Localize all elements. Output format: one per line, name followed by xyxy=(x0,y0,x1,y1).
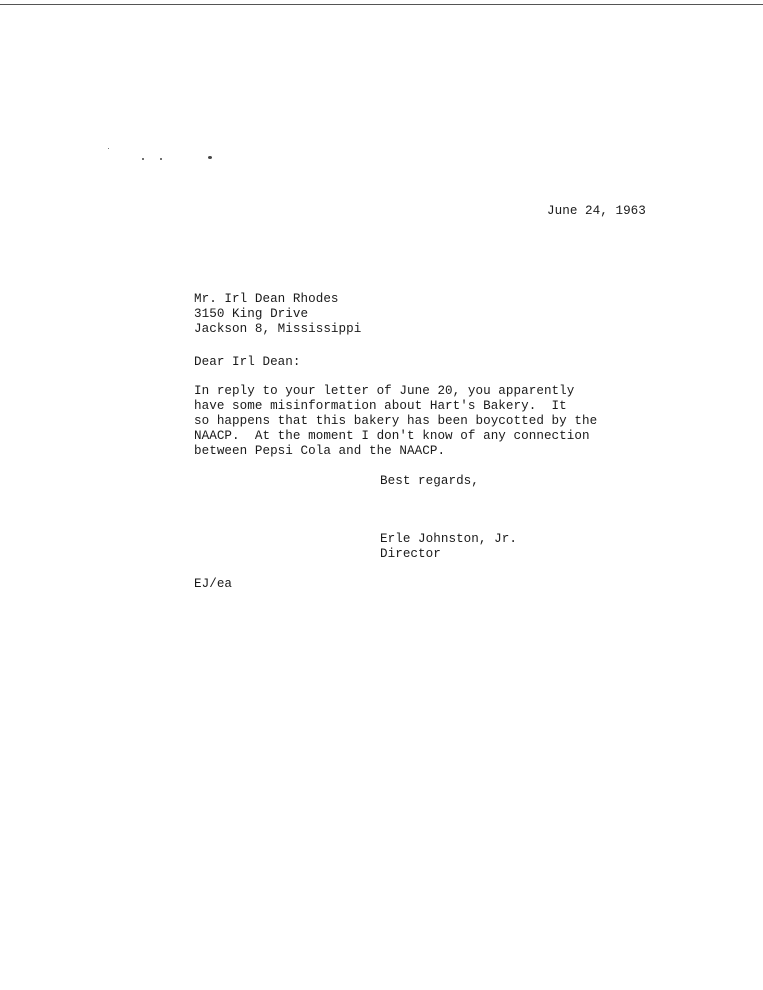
page-top-edge xyxy=(0,4,763,5)
recipient-street: 3150 King Drive xyxy=(194,307,309,321)
scan-speck xyxy=(142,158,144,160)
salutation: Dear Irl Dean: xyxy=(194,355,301,369)
body-line: so happens that this bakery has been boycotted by the xyxy=(194,414,598,428)
body-line: between Pepsi Cola and the NAACP. xyxy=(194,444,446,458)
body-line: have some misinformation about Hart's Bakery. It xyxy=(194,399,567,413)
signer-title: Director xyxy=(380,547,441,561)
body-line: In reply to your letter of June 20, you apparently xyxy=(194,384,575,398)
recipient-city: Jackson 8, Mississippi xyxy=(194,322,362,336)
recipient-name: Mr. Irl Dean Rhodes xyxy=(194,292,339,306)
body-line: NAACP. At the moment I don't know of any connection xyxy=(194,429,590,443)
signer-name: Erle Johnston, Jr. xyxy=(380,532,517,546)
closing: Best regards, xyxy=(380,474,479,488)
scan-speck xyxy=(160,158,162,160)
scan-speck xyxy=(208,156,212,159)
scan-speck xyxy=(108,148,109,149)
letter-date: June 24, 1963 xyxy=(547,204,646,218)
typist-initials: EJ/ea xyxy=(194,577,233,591)
